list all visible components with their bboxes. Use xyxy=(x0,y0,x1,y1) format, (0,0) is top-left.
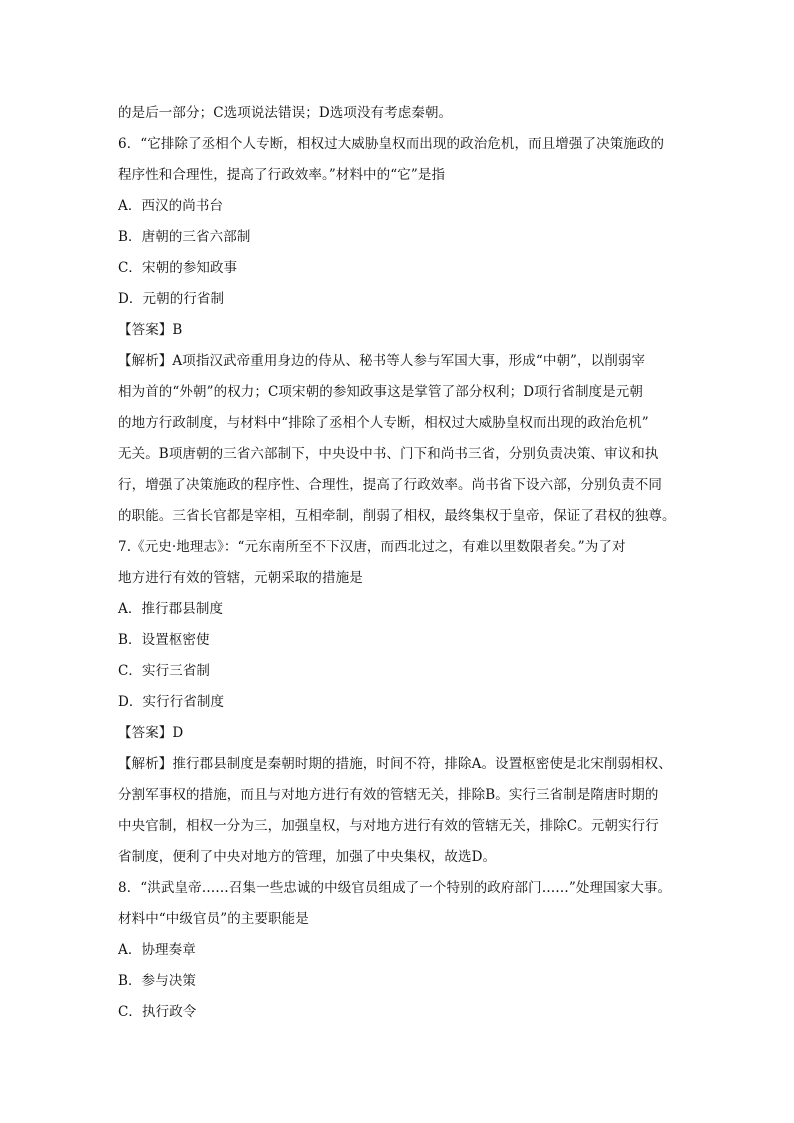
question-6-option-c: C．宋朝的参知政事 xyxy=(118,260,238,276)
question-8-stem: 材料中“中级官员”的主要职能是 xyxy=(118,911,309,927)
question-6-answer: 【答案】B xyxy=(118,322,183,338)
question-6-option-a: A．西汉的尚书台 xyxy=(118,198,224,214)
question-6-analysis: 的职能。三省长官都是宰相，互相牵制，削弱了相权，最终集权于皇帝，保证了君权的独尊。 xyxy=(118,508,676,524)
text-line: 的是后一部分；C选项说法错误；D选项没有考虑秦朝。 xyxy=(118,105,453,121)
question-7-stem: 7.《元史·地理志》：“元东南所至不下汉唐，而西北过之，有难以里数限者矣。”为了对 xyxy=(118,539,626,555)
question-8-option-b: B．参与决策 xyxy=(118,973,197,989)
question-6-analysis: 相为首的“外朝”的权力；C项宋朝的参知政事这是掌管了部分权利；D项行省制度是元朝 xyxy=(118,384,643,400)
question-6-analysis: 行，增强了决策施政的程序性、合理性，提高了行政效率。尚书省下设六部，分别负责不同 xyxy=(118,477,662,493)
question-7-analysis: 【解析】推行郡县制度是秦朝时期的措施，时间不符，排除A。设置枢密使是北宋削弱相权、 xyxy=(118,756,672,772)
question-6-option-b: B．唐朝的三省六部制 xyxy=(118,229,251,245)
question-6-stem: 程序性和合理性，提高了行政效率。”材料中的“它”是指 xyxy=(118,167,446,183)
question-6-analysis: 【解析】A项指汉武帝重用身边的侍从、秘书等人参与军国大事，形成“中朝”，以削弱宰 xyxy=(118,353,646,369)
question-7-option-a: A．推行郡县制度 xyxy=(118,601,224,617)
question-7-option-d: D．实行行省制度 xyxy=(118,694,225,710)
question-8-option-a: A．协理奏章 xyxy=(118,942,196,958)
question-6-option-d: D．元朝的行省制 xyxy=(118,291,225,307)
question-7-option-b: B．设置枢密使 xyxy=(118,632,210,648)
question-6-analysis: 无关。B项唐朝的三省六部制下，中央设中书、门下和尚书三省，分别负责决策、审议和执 xyxy=(118,446,659,462)
question-6-analysis: 的地方行政制度，与材料中“排除了丞相个人专断，相权过大威胁皇权而出现的政治危机” xyxy=(118,415,649,431)
question-7-analysis: 分割军事权的措施，而且与对地方进行有效的管辖无关，排除B。实行三省制是隋唐时期的 xyxy=(118,787,659,803)
question-7-analysis: 中央官制，相权一分为三，加强皇权，与对地方进行有效的管辖无关，排除C。元朝实行行 xyxy=(118,818,659,834)
question-7-analysis: 省制度，便利了中央对地方的管理，加强了中央集权，故选D。 xyxy=(118,849,497,865)
question-8-stem: 8．“洪武皇帝……召集一些忠诚的中级官员组成了一个特别的政府部门……”处理国家大事。 xyxy=(118,880,672,896)
question-8-option-c: C．执行政令 xyxy=(118,1004,197,1020)
question-7-option-c: C．实行三省制 xyxy=(118,663,211,679)
question-7-stem: 地方进行有效的管辖，元朝采取的措施是 xyxy=(118,570,363,586)
question-7-answer: 【答案】D xyxy=(118,725,184,741)
question-6-stem: 6．“它排除了丞相个人专断，相权过大威胁皇权而出现的政治危机，而且增强了决策施政的 xyxy=(118,136,665,152)
